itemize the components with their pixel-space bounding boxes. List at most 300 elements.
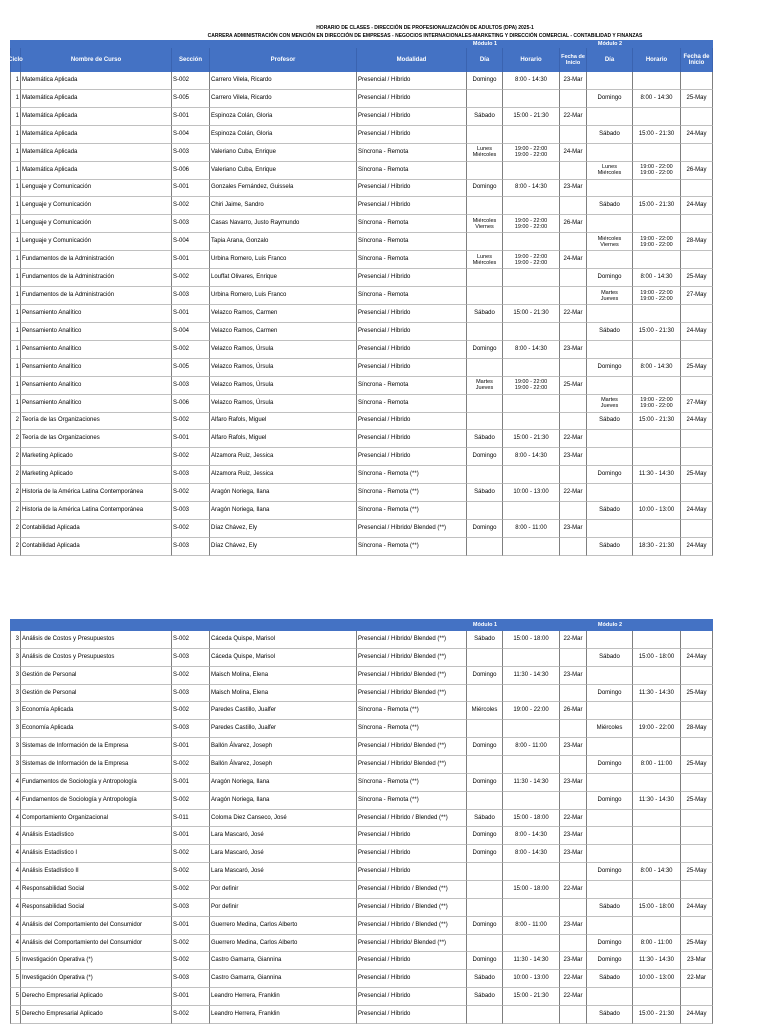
cell-m1-horario (503, 720, 560, 738)
table-row (10, 720, 713, 738)
cell-m2-fecha (681, 341, 713, 359)
cell-profesor: Louffat Olivares, Enrique (210, 269, 357, 287)
cell-curso: Pensamiento Analítico (21, 359, 172, 377)
cell-m1-horario (503, 756, 560, 774)
cell-m2-horario (633, 738, 681, 756)
cell-seccion: S-002 (172, 756, 210, 774)
cell-seccion: S-003 (172, 720, 210, 738)
cell-m1-fecha (560, 323, 587, 341)
cell-m1-dia: Domingo (467, 180, 503, 198)
table-row (10, 667, 713, 685)
cell-m1-dia (467, 466, 503, 484)
cell-m2-fecha: 24-May (681, 413, 713, 431)
cell-profesor: Urbina Romero, Luis Franco (210, 287, 357, 305)
cell-seccion: S-002 (172, 448, 210, 466)
cell-m1-dia (467, 197, 503, 215)
cell-modalidad: Síncrona - Remota (**) (357, 466, 467, 484)
cell-ciclo: 3 (10, 649, 21, 667)
cell-m1-horario (503, 538, 560, 556)
table-row (10, 538, 713, 556)
cell-modalidad: Síncrona - Remota (**) (357, 792, 467, 810)
cell-modalidad: Presencial / Híbrido (357, 341, 467, 359)
cell-profesor: Carrero Vilela, Ricardo (210, 72, 357, 90)
cell-modalidad: Presencial / Híbrido (357, 988, 467, 1006)
cell-profesor: Leandro Herrera, Franklin (210, 1006, 357, 1024)
column-header-row (10, 48, 713, 72)
cell-modalidad: Presencial / Híbrido/ Blended (**) (357, 756, 467, 774)
cell-seccion: S-004 (172, 323, 210, 341)
cell-modalidad: Síncrona - Remota (357, 377, 467, 395)
cell-m1-horario (503, 502, 560, 520)
cell-ciclo: 4 (10, 810, 21, 828)
cell-m1-dia: Domingo (467, 667, 503, 685)
cell-m1-fecha (560, 899, 587, 917)
cell-profesor: Valeriano Cuba, Enrique (210, 162, 357, 180)
cell-m2-fecha (681, 108, 713, 126)
cell-m2-horario: 15:00 - 21:30 (633, 1006, 681, 1024)
cell-profesor: Ballón Álvarez, Joseph (210, 756, 357, 774)
table-row (10, 448, 713, 466)
cell-profesor: Castro Gamarra, Giannina (210, 970, 357, 988)
cell-m1-fecha: 23-Mar (560, 180, 587, 198)
cell-m2-dia (587, 144, 633, 162)
cell-modalidad: Presencial / Híbrido (357, 323, 467, 341)
cell-ciclo: 4 (10, 917, 21, 935)
cell-m2-horario (633, 702, 681, 720)
cell-ciclo: 1 (10, 287, 21, 305)
cell-profesor: Aragón Noriega, Ilana (210, 502, 357, 520)
table-row (10, 685, 713, 703)
table-row (10, 952, 713, 970)
cell-profesor: Coloma Diez Canseco, José (210, 810, 357, 828)
cell-seccion: S-003 (172, 649, 210, 667)
cell-m1-dia (467, 90, 503, 108)
cell-modalidad: Presencial / Híbrido (357, 1006, 467, 1024)
cell-curso: Historia de la América Latina Contemporánea (21, 484, 172, 502)
cell-ciclo: 1 (10, 180, 21, 198)
cell-m2-horario (633, 180, 681, 198)
cell-curso: Fundamentos de Sociología y Antropología (21, 774, 172, 792)
cell-seccion: S-002 (172, 269, 210, 287)
cell-m2-horario: 8:00 - 14:30 (633, 863, 681, 881)
cell-m2-fecha (681, 144, 713, 162)
cell-m1-dia: Sábado (467, 810, 503, 828)
cell-m1-horario: 10:00 - 13:00 (503, 484, 560, 502)
cell-curso: Economía Aplicada (21, 720, 172, 738)
cell-m1-fecha: 23-Mar (560, 952, 587, 970)
cell-ciclo: 1 (10, 126, 21, 144)
cell-seccion: S-002 (172, 1006, 210, 1024)
cell-profesor: Velazco Ramos, Úrsula (210, 395, 357, 413)
cell-m2-fecha: 22-Mar (681, 970, 713, 988)
cell-m1-fecha: 23-Mar (560, 917, 587, 935)
cell-m2-fecha: 26-May (681, 162, 713, 180)
cell-seccion: S-005 (172, 90, 210, 108)
cell-modalidad: Presencial / Híbrido/ Blended (**) (357, 935, 467, 953)
cell-m2-dia: Domingo (587, 685, 633, 703)
cell-seccion: S-004 (172, 126, 210, 144)
cell-m1-fecha (560, 233, 587, 251)
cell-m2-dia: Domingo (587, 952, 633, 970)
table-row (10, 774, 713, 792)
cell-curso: Investigación Operativa (*) (21, 952, 172, 970)
cell-profesor: Valeriano Cuba, Enrique (210, 144, 357, 162)
cell-m1-horario (503, 466, 560, 484)
cell-m2-dia: Sábado (587, 538, 633, 556)
module-header-row (10, 619, 713, 631)
cell-profesor: Aragón Noriega, Ilana (210, 792, 357, 810)
table-row (10, 251, 713, 269)
cell-modalidad: Presencial / Híbrido / Blended (**) (357, 881, 467, 899)
cell-curso: Lenguaje y Comunicación (21, 215, 172, 233)
cell-ciclo: 4 (10, 774, 21, 792)
cell-m1-horario: 11:30 - 14:30 (503, 667, 560, 685)
cell-curso: Contabilidad Aplicada (21, 520, 172, 538)
header-band-segment (633, 40, 713, 48)
cell-m2-dia (587, 108, 633, 126)
cell-profesor: Urbina Romero, Luis Franco (210, 251, 357, 269)
cell-m2-horario: 8:00 - 11:00 (633, 756, 681, 774)
cell-m2-fecha: 24-May (681, 649, 713, 667)
table-row (10, 970, 713, 988)
header-band-segment (633, 619, 713, 631)
cell-m2-fecha: 25-May (681, 792, 713, 810)
table-row (10, 756, 713, 774)
cell-m2-dia (587, 215, 633, 233)
cell-m1-dia: Martes Jueves (467, 377, 503, 395)
cell-modalidad: Presencial / Híbrido (357, 827, 467, 845)
cell-m1-horario: 15:00 - 18:00 (503, 881, 560, 899)
cell-m2-horario: 8:00 - 11:00 (633, 935, 681, 953)
cell-m1-fecha: 23-Mar (560, 520, 587, 538)
cell-m2-dia: Sábado (587, 502, 633, 520)
cell-m1-fecha: 26-Mar (560, 702, 587, 720)
cell-ciclo: 1 (10, 90, 21, 108)
cell-modalidad: Síncrona - Remota (357, 395, 467, 413)
cell-m2-fecha: 25-May (681, 359, 713, 377)
cell-ciclo: 5 (10, 988, 21, 1006)
cell-m2-fecha (681, 988, 713, 1006)
cell-m2-dia: Martes Jueves (587, 287, 633, 305)
cell-m1-dia: Domingo (467, 72, 503, 90)
col-header-profesor: Profesor (210, 48, 357, 72)
cell-curso: Fundamentos de Sociología y Antropología (21, 792, 172, 810)
cell-profesor: Alfaro Rafols, Miguel (210, 430, 357, 448)
cell-m2-fecha: 27-May (681, 395, 713, 413)
cell-m1-horario: 15:00 - 21:30 (503, 988, 560, 1006)
cell-m1-dia: Lunes Miércoles (467, 251, 503, 269)
cell-m2-horario: 19:00 - 22:00 19:00 - 22:00 (633, 287, 681, 305)
table-row (10, 810, 713, 828)
table-row (10, 90, 713, 108)
cell-m2-dia: Sábado (587, 899, 633, 917)
table-row (10, 341, 713, 359)
cell-seccion: S-001 (172, 180, 210, 198)
cell-m2-horario: 10:00 - 13:00 (633, 970, 681, 988)
cell-ciclo: 1 (10, 197, 21, 215)
cell-ciclo: 1 (10, 323, 21, 341)
cell-modalidad: Síncrona - Remota (357, 287, 467, 305)
table-row (10, 413, 713, 431)
cell-m1-horario (503, 126, 560, 144)
cell-ciclo: 2 (10, 538, 21, 556)
cell-ciclo: 3 (10, 720, 21, 738)
cell-ciclo: 3 (10, 631, 21, 649)
table-row (10, 466, 713, 484)
cell-m2-fecha: 24-May (681, 323, 713, 341)
cell-modalidad: Síncrona - Remota (**) (357, 484, 467, 502)
table-row (10, 738, 713, 756)
cell-m1-fecha (560, 197, 587, 215)
cell-m1-horario (503, 649, 560, 667)
cell-m2-fecha: 25-May (681, 466, 713, 484)
cell-ciclo: 1 (10, 269, 21, 287)
cell-profesor: Ballón Álvarez, Joseph (210, 738, 357, 756)
cell-m2-fecha (681, 377, 713, 395)
cell-profesor: Lara Mascaró, José (210, 863, 357, 881)
cell-m2-dia (587, 72, 633, 90)
cell-curso: Fundamentos de la Administración (21, 269, 172, 287)
cell-seccion: S-002 (172, 413, 210, 431)
cell-curso: Lenguaje y Comunicación (21, 180, 172, 198)
cell-modalidad: Síncrona - Remota (357, 251, 467, 269)
table-row (10, 377, 713, 395)
cell-m2-horario: 11:30 - 14:30 (633, 466, 681, 484)
cell-profesor: Maisch Molina, Elena (210, 667, 357, 685)
cell-m1-dia: Miércoles Viernes (467, 215, 503, 233)
cell-seccion: S-003 (172, 215, 210, 233)
table-row (10, 484, 713, 502)
cell-curso: Pensamiento Analítico (21, 377, 172, 395)
cell-m2-dia: Domingo (587, 792, 633, 810)
table-row (10, 323, 713, 341)
cell-m1-fecha: 22-Mar (560, 631, 587, 649)
cell-seccion: S-001 (172, 827, 210, 845)
cell-m1-horario (503, 162, 560, 180)
cell-ciclo: 3 (10, 667, 21, 685)
cell-curso: Matemática Aplicada (21, 162, 172, 180)
cell-m1-horario: 10:00 - 13:00 (503, 970, 560, 988)
cell-m1-dia (467, 323, 503, 341)
cell-profesor: Maisch Molina, Elena (210, 685, 357, 703)
cell-ciclo: 3 (10, 685, 21, 703)
cell-curso: Matemática Aplicada (21, 72, 172, 90)
module-2-label: Módulo 2 (597, 41, 623, 47)
cell-m2-dia (587, 881, 633, 899)
cell-m1-horario (503, 323, 560, 341)
table-row (10, 359, 713, 377)
cell-seccion: S-002 (172, 863, 210, 881)
cell-seccion: S-002 (172, 520, 210, 538)
cell-m2-fecha: 25-May (681, 935, 713, 953)
table-row (10, 631, 713, 649)
cell-m1-dia (467, 899, 503, 917)
cell-m1-horario: 15:00 - 21:30 (503, 305, 560, 323)
table-row (10, 899, 713, 917)
cell-m1-dia: Sábado (467, 305, 503, 323)
cell-m1-fecha: 22-Mar (560, 810, 587, 828)
cell-seccion: S-002 (172, 667, 210, 685)
cell-m2-fecha: 25-May (681, 685, 713, 703)
cell-m1-fecha: 22-Mar (560, 108, 587, 126)
col-header-curso: Nombre de Curso (21, 48, 172, 72)
cell-m1-fecha (560, 126, 587, 144)
cell-m1-fecha (560, 466, 587, 484)
cell-m1-fecha (560, 756, 587, 774)
cell-seccion: S-001 (172, 430, 210, 448)
cell-seccion: S-003 (172, 466, 210, 484)
cell-m2-fecha: 25-May (681, 756, 713, 774)
table-row (10, 988, 713, 1006)
cell-profesor: Velazco Ramos, Úrsula (210, 359, 357, 377)
cell-curso: Sistemas de Información de la Empresa (21, 756, 172, 774)
cell-m1-horario (503, 287, 560, 305)
table-row (10, 197, 713, 215)
cell-m1-horario (503, 395, 560, 413)
cell-seccion: S-003 (172, 899, 210, 917)
cell-curso: Análisis de Costos y Presupuestos (21, 649, 172, 667)
cell-seccion: S-005 (172, 359, 210, 377)
table-row (10, 233, 713, 251)
cell-seccion: S-001 (172, 108, 210, 126)
cell-ciclo: 4 (10, 827, 21, 845)
cell-m1-dia: Domingo (467, 917, 503, 935)
cell-m2-horario: 15:00 - 21:30 (633, 323, 681, 341)
cell-m1-fecha: 24-Mar (560, 251, 587, 269)
cell-m2-dia: Miércoles (587, 720, 633, 738)
cell-curso: Historia de la América Latina Contemporánea (21, 502, 172, 520)
cell-m2-horario: 15:00 - 18:00 (633, 899, 681, 917)
cell-ciclo: 1 (10, 359, 21, 377)
document-title (82, 24, 768, 40)
cell-curso: Matemática Aplicada (21, 144, 172, 162)
cell-m2-dia: Lunes Miércoles (587, 162, 633, 180)
cell-m1-fecha (560, 1006, 587, 1024)
cell-m2-dia (587, 520, 633, 538)
cell-m2-fecha (681, 430, 713, 448)
cell-m1-fecha (560, 359, 587, 377)
cell-profesor: Por definir (210, 899, 357, 917)
cell-m2-fecha (681, 251, 713, 269)
cell-profesor: Cáceda Quispe, Marisol (210, 631, 357, 649)
cell-m2-fecha: 25-May (681, 90, 713, 108)
table-row (10, 1006, 713, 1024)
cell-m1-horario (503, 935, 560, 953)
cell-m1-fecha (560, 269, 587, 287)
cell-seccion: S-003 (172, 685, 210, 703)
cell-m2-dia: Sábado (587, 649, 633, 667)
table-row (10, 126, 713, 144)
cell-m2-fecha: 25-May (681, 269, 713, 287)
cell-seccion: S-002 (172, 484, 210, 502)
cell-curso: Análisis de Costos y Presupuestos (21, 631, 172, 649)
cell-m1-horario: 15:00 - 18:00 (503, 810, 560, 828)
cell-profesor: Aragón Noriega, Ilana (210, 774, 357, 792)
cell-m2-fecha (681, 72, 713, 90)
cell-m2-dia (587, 448, 633, 466)
cell-curso: Pensamiento Analítico (21, 395, 172, 413)
table-row (10, 827, 713, 845)
cell-m2-horario: 15:00 - 18:00 (633, 649, 681, 667)
cell-m2-dia: Sábado (587, 1006, 633, 1024)
table-row (10, 520, 713, 538)
cell-m2-dia: Sábado (587, 323, 633, 341)
cell-ciclo: 1 (10, 395, 21, 413)
cell-ciclo: 2 (10, 520, 21, 538)
col-header-m2-dia: Día (587, 48, 633, 72)
cell-ciclo: 4 (10, 845, 21, 863)
cell-m1-fecha: 26-Mar (560, 215, 587, 233)
table-body (10, 631, 713, 1024)
cell-m1-horario: 8:00 - 14:30 (503, 180, 560, 198)
cell-curso: Pensamiento Analítico (21, 341, 172, 359)
header-band-segment (10, 40, 467, 48)
cell-m2-fecha (681, 702, 713, 720)
cell-m1-dia: Domingo (467, 845, 503, 863)
cell-m1-dia (467, 881, 503, 899)
cell-m1-dia (467, 649, 503, 667)
cell-modalidad: Presencial / Híbrido/ Blended (**) (357, 520, 467, 538)
cell-m2-dia (587, 738, 633, 756)
cell-profesor: Alfaro Rafols, Miguel (210, 413, 357, 431)
cell-seccion: S-002 (172, 197, 210, 215)
cell-m2-fecha: 24-May (681, 502, 713, 520)
cell-curso: Comportamiento Organizacional (21, 810, 172, 828)
cell-m1-horario: 19:00 - 22:00 19:00 - 22:00 (503, 251, 560, 269)
cell-seccion: S-002 (172, 702, 210, 720)
cell-ciclo: 1 (10, 144, 21, 162)
cell-m2-fecha (681, 774, 713, 792)
schedule-table-1 (10, 40, 713, 556)
cell-seccion: S-001 (172, 305, 210, 323)
cell-m2-dia (587, 305, 633, 323)
cell-m2-fecha (681, 667, 713, 685)
cell-m2-horario (633, 108, 681, 126)
cell-ciclo: 4 (10, 863, 21, 881)
cell-modalidad: Presencial / Híbrido / Blended (**) (357, 810, 467, 828)
cell-modalidad: Presencial / Híbrido (357, 863, 467, 881)
cell-curso: Lenguaje y Comunicación (21, 197, 172, 215)
cell-m1-horario (503, 899, 560, 917)
cell-m2-horario (633, 144, 681, 162)
cell-m1-fecha (560, 649, 587, 667)
cell-m1-dia (467, 538, 503, 556)
cell-m1-horario: 8:00 - 14:30 (503, 341, 560, 359)
cell-m2-horario: 8:00 - 14:30 (633, 359, 681, 377)
cell-ciclo: 2 (10, 484, 21, 502)
cell-m1-fecha (560, 162, 587, 180)
cell-profesor: Velazco Ramos, Carmen (210, 323, 357, 341)
cell-m1-dia: Domingo (467, 520, 503, 538)
table-row (10, 845, 713, 863)
cell-m1-dia: Domingo (467, 341, 503, 359)
cell-modalidad: Presencial / Híbrido (357, 269, 467, 287)
cell-profesor: Cáceda Quispe, Marisol (210, 649, 357, 667)
cell-modalidad: Presencial / Híbrido/ Blended (**) (357, 738, 467, 756)
cell-m2-horario (633, 484, 681, 502)
cell-m1-dia (467, 720, 503, 738)
table-row (10, 502, 713, 520)
cell-m2-dia: Domingo (587, 863, 633, 881)
cell-profesor: Espinoza Colán, Gloria (210, 108, 357, 126)
cell-m1-fecha: 22-Mar (560, 305, 587, 323)
cell-curso: Gestión de Personal (21, 667, 172, 685)
cell-profesor: Velazco Ramos, Úrsula (210, 377, 357, 395)
cell-m2-dia: Domingo (587, 466, 633, 484)
cell-profesor: Velazco Ramos, Úrsula (210, 341, 357, 359)
cell-m2-fecha (681, 448, 713, 466)
cell-m2-horario: 19:00 - 22:00 19:00 - 22:00 (633, 162, 681, 180)
